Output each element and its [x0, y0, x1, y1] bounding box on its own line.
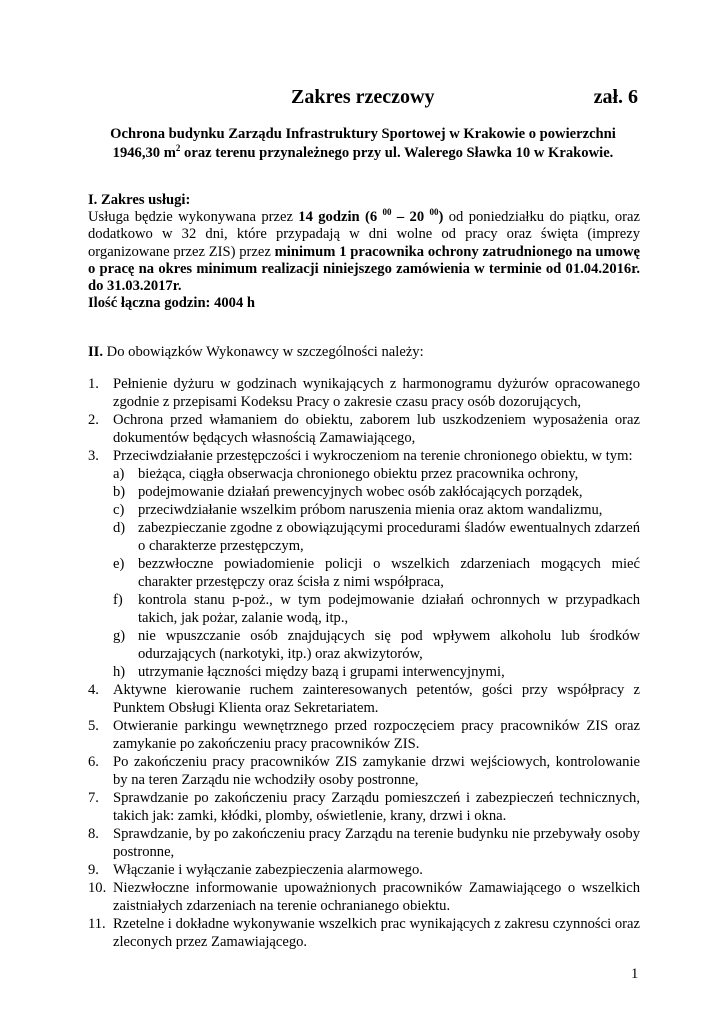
subtitle-line-2 — [88, 144, 638, 163]
address-text: oraz terenu przynależnego przy ul. Walerego Sławka 10 w Krakowie. — [180, 145, 614, 161]
section-1-heading: I. Zakres usługi: — [88, 192, 191, 208]
list-item: 3. Przeciwdziałanie przestępczości i wykroczeniom na terenie chronionego obiektu, w tym: a) bieżąca, ciągła obserwacja chronionego obiektu przez pracownika ochrony, b) podejmowanie działań prewencyjnych wobec osób zakłócających porządek, c) przeciwdziałanie wszelkim próbom naruszenia mienia oraz aktom wandalizmu, d) zabezpieczanie zgodne z obowiązującymi procedurami śladów ewentualnych zdarzeń o charakterze przestępczym, e) bezzwłoczne powiadomienie policji o wszelkich zdarzeniach mogących mieć charakter przestępczy oraz ścisła z nimi współpraca, f) kontrola stanu p-poż., w tym podejmowanie działań ochronnych w przypadkach takich, jak pożar, zalanie wodą, itp., g) nie wpuszczanie osób znajdujących się pod wpływem alkoholu lub środków odurzających (narkotyki, itp.) oraz akwizytorów, h) utrzymanie łączności między bazą i grupami interwencyjnymi, — [88, 448, 640, 680]
sub-list-item: e) bezzwłoczne powiadomienie policji o wszelkich zdarzeniach mogących mieć charakter przestępczy oraz ścisła z nimi współpraca, — [113, 556, 640, 590]
sub-list-item: h) utrzymanie łączności między bazą i grupami interwencyjnymi, — [113, 664, 505, 680]
sub-list-item: a) bieżąca, ciągła obserwacja chronionego obiektu przez pracownika ochrony, — [113, 466, 579, 482]
page-number: 1 — [631, 966, 639, 982]
document-title: Zakres rzeczowy — [291, 86, 435, 108]
description-line-1: Usługa będzie wykonywana przez 14 godzin (6 $^{00}$ – 20 $^{00}$) od poniedziałku do piątku, oraz — [88, 207, 640, 226]
section-service-scope — [88, 192, 640, 312]
list-item: 1. Pełnienie dyżuru w godzinach wynikających z harmonogramu dyżurów opracowanego zgodnie z przepisami Kodeksu Pracy o zakresie czasu pracy osób dozorujących, — [88, 376, 640, 410]
description-line-5: do 31.03.2017r. — [88, 278, 182, 295]
subtitle-line-1: Ochrona budynku Zarządu Infrastruktury Sportowej w Krakowie o powierzchni — [110, 126, 616, 142]
service-description — [88, 209, 640, 295]
description-line-2: dodatkowo w 32 dni, które przypadają w dni wolne od pracy oraz święta (imprezy — [88, 226, 640, 243]
sub-list-item: c) przeciwdziałanie wszelkim próbom naruszenia mienia oraz aktom wandalizmu, — [113, 502, 603, 518]
document-subtitle — [88, 125, 638, 163]
list-item: 8. Sprawdzanie, by po zakończeniu pracy Zarządu na terenie budynku nie przebywały osoby postronne, — [88, 826, 640, 860]
sub-list-item: f) kontrola stanu p-poż., w tym podejmowanie działań ochronnych w przypadkach takich, jak pożar, zalanie wodą, itp., — [113, 592, 640, 626]
description-line-4: o pracę na okres minimum realizacji niniejszego zamówienia w terminie od 01.04.2016r. — [88, 260, 640, 277]
description-line-3: organizowane przez ZIS) przez minimum 1 pracownika ochrony zatrudnionego na umowę — [88, 243, 640, 260]
duties-list — [88, 375, 640, 951]
area-value: 1946,30 m — [112, 145, 176, 161]
area-unit-exponent: 2 — [175, 143, 181, 153]
list-item: 6. Po zakończeniu pracy pracowników ZIS zamykanie drzwi wejściowych, kontrolowanie by na teren Zarządu nie wchodziły osoby postronne, — [88, 754, 640, 788]
list-item: 11. Rzetelne i dokładne wykonywanie wszelkich prac wynikających z zakresu czynności oraz zleconych przez Zamawiającego. — [88, 916, 640, 950]
hours-range: (6 $^{00}$ – 20 $^{00}$) — [359, 207, 444, 226]
section-2-heading: II. Do obowiązków Wykonawcy w szczególności należy: — [88, 344, 424, 360]
list-item: 10. Niezwłoczne informowanie upoważnionych pracowników Zamawiającego o wszelkich zaistniałych zdarzeniach na terenie ochranianego obiektu. — [88, 880, 640, 914]
hours-per-day: 14 godzin — [298, 209, 360, 226]
sub-list-item: b) podejmowanie działań prewencyjnych wobec osób zakłócających porządek, — [113, 484, 583, 500]
list-item: 5. Otwieranie parkingu wewnętrznego przed rozpoczęciem pracy pracowników ZIS oraz zamykanie po zakończeniu pracy pracowników ZIS. — [88, 718, 640, 752]
title-row — [88, 86, 638, 112]
list-item: 7. Sprawdzanie po zakończeniu pracy Zarządu pomieszczeń i zabezpieczeń technicznych, takich jak: zamki, kłódki, plomby, oświetlenie, krany, drzwi i okna. — [88, 790, 640, 824]
list-item: 9. Włączanie i wyłączanie zabezpieczenia alarmowego. — [88, 862, 423, 878]
list-item: 2. Ochrona przed włamaniem do obiektu, zaborem lub uszkodzeniem wyposażenia oraz dokumentów będących własnością Zamawiającego, — [88, 412, 640, 446]
sub-list-item: d) zabezpieczanie zgodne z obowiązującymi procedurami śladów ewentualnych zdarzeń o charakterze przestępczym, — [113, 520, 640, 554]
sub-list-item: g) nie wpuszczanie osób znajdujących się pod wpływem alkoholu lub środków odurzających (narkotyki, itp.) oraz akwizytorów, — [113, 628, 640, 662]
total-hours: Ilość łączna godzin: 4004 h — [88, 295, 256, 312]
attachment-label: zał. 6 — [593, 86, 638, 108]
list-item: 4. Aktywne kierowanie ruchem zainteresowanych petentów, gości przy współpracy z Punktem Obsługi Klienta oraz Sekretariatem. — [88, 682, 640, 716]
